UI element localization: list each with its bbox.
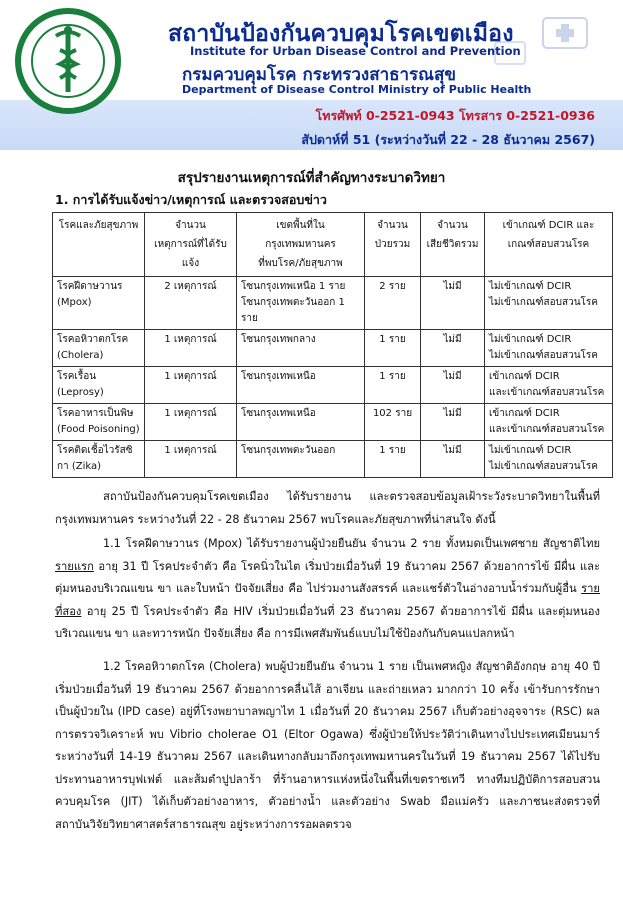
cell-areas: โซนกรุงเทพเหนือ 1 ราย โซนกรุงเทพตะวันออก 1 ราย [237, 277, 365, 330]
header-cases: จำนวน ป่วยรวม [365, 213, 421, 277]
cell-events: 1 เหตุการณ์ [145, 441, 237, 478]
cell-deaths: ไม่มี [421, 367, 485, 404]
section-1-heading: 1. การได้รับแจ้งข่าว/เหตุการณ์ และตรวจสอบข่าว [55, 192, 327, 207]
department-thai-name: กรมควบคุมโรค กระทรวงสาธารณสุข [182, 65, 456, 85]
letterhead [0, 0, 623, 150]
cell-events: 2 เหตุการณ์ [145, 277, 237, 330]
ministry-logo [8, 6, 128, 116]
table-row [53, 367, 613, 404]
org-thai-name: สถาบันป้องกันควบคุมโรคเขตเมือง [168, 21, 514, 47]
intro-paragraph: สถาบันป้องกันควบคุมโรคเขตเมือง ได้รับรายงาน และตรวจสอบข้อมูลเฝ้าระวังระบาดวิทยาในพื้นที่กรุงเทพมหานคร ระหว่างวันที่ 22 - 28 ธันวาคม 2567 พบโรคและภัยสุขภาพที่น่าสนใจ ดังนี้ [55, 490, 600, 526]
cell-deaths: ไม่มี [421, 404, 485, 441]
header-areas: เขตพื้นที่ในกรุงเทพมหานคร ที่พบโรค/ภัยสุขภาพ [237, 213, 365, 277]
cell-areas: โซนกรุงเทพตะวันออก [237, 441, 365, 478]
document-title: สรุปรายงานเหตุการณ์ที่สำคัญทางระบาดวิทยา [177, 170, 446, 186]
cell-cases: 1 ราย [365, 330, 421, 367]
department-english-name: Department of Disease Control Ministry of Public Health [182, 83, 532, 96]
cell-events: 1 เหตุการณ์ [145, 330, 237, 367]
cell-disease: โรคอหิวาตกโรค (Cholera) [53, 330, 145, 367]
cell-events: 1 เหตุการณ์ [145, 404, 237, 441]
table-row [53, 441, 613, 478]
cell-events: 1 เหตุการณ์ [145, 367, 237, 404]
cell-cases: 1 ราย [365, 441, 421, 478]
cell-areas: โซนกรุงเทพกลาง [237, 330, 365, 367]
header-criteria: เข้าเกณฑ์ DCIR และ เกณฑ์สอบสวนโรค [485, 213, 613, 277]
header-events: จำนวน เหตุการณ์ที่ได้รับแจ้ง [145, 213, 237, 277]
second-case-label: รายที่สอง [55, 582, 600, 618]
cell-criteria: เข้าเกณฑ์ DCIR และเข้าเกณฑ์สอบสวนโรค [485, 367, 613, 404]
cell-disease: โรคอาหารเป็นพิษ (Food Poisoning) [53, 404, 145, 441]
cell-cases: 102 ราย [365, 404, 421, 441]
cell-deaths: ไม่มี [421, 441, 485, 478]
table-header-row [53, 213, 613, 277]
events-table [52, 212, 613, 478]
cell-disease: โรคเรื้อน (Leprosy) [53, 367, 145, 404]
cell-criteria: ไม่เข้าเกณฑ์ DCIR ไม่เข้าเกณฑ์สอบสวนโรค [485, 330, 613, 367]
cell-disease: โรคติดเชื้อไวรัสซิกา (Zika) [53, 441, 145, 478]
table-row [53, 277, 613, 330]
cell-areas: โซนกรุงเทพเหนือ [237, 367, 365, 404]
mpox-paragraph: 1.1 โรคฝีดาษวานร (Mpox) ได้รับรายงานผู้ป่วยยืนยัน จำนวน 2 ราย ทั้งหมดเป็นเพศชาย สัญชาติไทย รายแรก อายุ 31 ปี โรคประจำตัว คือ โรคนิ่วในไต เริ่มป่วยเมื่อวันที่ 19 ธันวาคม 2567 ด้วยอาการไข้ มีผื่น และตุ่มหนองบริเวณแขน ขา และใบหน้า ปัจจัยเสี่ยง คือ ไปร่วมงานสังสรรค์ และแชร์ตัวในอ่างอาบน้ำร่วมกับผู้อื่น รายที่สอง อายุ 25 ปี โรคประจำตัว คือ HIV เริ่มป่วยเมื่อวันที่ 23 ธันวาคม 2567 ด้วยอาการไข้ มีผื่น และตุ่มหนอง บริเวณแขน ขา และทวารหนัก ปัจจัยเสี่ยง คือ การมีเพศสัมพันธ์แบบไม่ใช้ป้องกันกับคนแปลกหน้า [55, 537, 600, 640]
contact-phone-fax: โทรศัพท์ 0-2521-0943 โทรสาร 0-2521-0936 [315, 108, 595, 123]
cell-cases: 1 ราย [365, 367, 421, 404]
cell-cases: 2 ราย [365, 277, 421, 330]
table-row [53, 404, 613, 441]
cell-criteria: ไม่เข้าเกณฑ์ DCIR ไม่เข้าเกณฑ์สอบสวนโรค [485, 441, 613, 478]
cholera-paragraph: 1.2 โรคอหิวาตกโรค (Cholera) พบผู้ป่วยยืนยัน จำนวน 1 ราย เป็นเพศหญิง สัญชาติอังกฤษ อายุ 40 ปี เริ่มป่วยเมื่อวันที่ 19 ธันวาคม 2567 ด้วยอาการคลื่นไส้ อาเจียน และถ่ายเหลว มากกว่า 10 ครั้ง เข้ารับการรักษาเป็นผู้ป่วยใน (IPD case) อยู่ที่โรงพยาบาลพญาไท 1 เมื่อวันที่ 20 ธันวาคม 2567 เก็บตัวอย่างอุจจาระ (RSC) ผลการตรวจวิเคราะห์ พบ Vibrio cholerae O1 (Eltor Ogawa) ซึ่งผู้ป่วยให้ประวัติว่าเดินทางไปประเทศเมียนมาร์ ระหว่างวันที่ 14-19 ธันวาคม 2567 และเดินทางกลับมาถึงกรุงเทพมหานครในวันที่ 19 ธันวาคม 2567 ได้ไปรับประทานอาหารบุฟเฟต์ และส้มตำปูปลาร้า ที่ร้านอาหารแห่งหนึ่งในพื้นที่เขตราชเทวี ทางทีมปฏิบัติการสอบสวนควบคุมโรค (JIT) ได้เก็บตัวอย่างอาหาร, ตัวอย่างน้ำ และตัวอย่าง Swab มือแม่ครัว และภาชนะส่งตรวจที่สถาบันวิจัยวิทยาศาสตร์สาธารณสุข อยู่ระหว่างการรอผลตรวจ [55, 660, 600, 831]
cell-criteria: เข้าเกณฑ์ DCIR และเข้าเกณฑ์สอบสวนโรค [485, 404, 613, 441]
cell-criteria: ไม่เข้าเกณฑ์ DCIR ไม่เข้าเกณฑ์สอบสวนโรค [485, 277, 613, 330]
header-deaths: จำนวน เสียชีวิตรวม [421, 213, 485, 277]
report-week: สัปดาห์ที่ 51 (ระหว่างวันที่ 22 - 28 ธันวาคม 2567) [301, 132, 595, 147]
org-english-name: Institute for Urban Disease Control and Prevention [190, 44, 521, 58]
cell-disease: โรคฝีดาษวานร (Mpox) [53, 277, 145, 330]
cell-deaths: ไม่มี [421, 330, 485, 367]
cell-areas: โซนกรุงเทพเหนือ [237, 404, 365, 441]
table-row [53, 330, 613, 367]
first-case-label: รายแรก [55, 559, 94, 573]
header-disease: โรคและภัยสุขภาพ [53, 213, 145, 277]
cell-deaths: ไม่มี [421, 277, 485, 330]
